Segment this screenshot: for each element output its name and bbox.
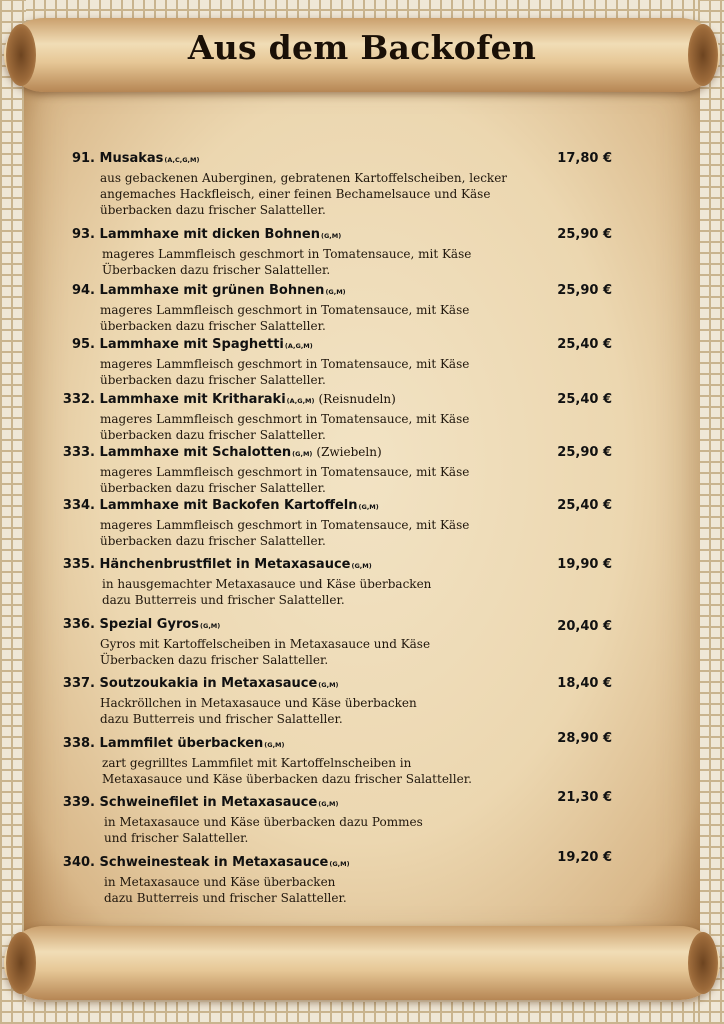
- dish-number: 335.: [62, 557, 95, 572]
- dish-number: 332.: [62, 392, 95, 407]
- dish-description: in Metaxasauce und Käse überbacken dazu Pommes und frischer Salatteller.: [104, 815, 423, 845]
- dish-heading: [0, 617, 540, 632]
- dish-name: Lammfilet überbacken: [99, 736, 264, 751]
- dish-heading: [0, 676, 540, 691]
- dish-price: 28,90 €: [557, 731, 612, 746]
- dish-price: 25,40 €: [557, 392, 612, 407]
- dish-number: 338.: [62, 736, 95, 751]
- dish-description: mageres Lammfleisch geschmort in Tomatensauce, mit Käse überbacken dazu frischer Salatteller.: [100, 518, 470, 548]
- allergen-codes: (G,M): [318, 800, 339, 808]
- dish-name: Lammhaxe mit dicken Bohnen: [99, 227, 320, 242]
- dish-name: Lammhaxe mit Schalotten: [99, 445, 292, 460]
- dish-heading: [0, 227, 540, 242]
- dish-name: Lammhaxe mit Backofen Kartoffeln: [99, 498, 358, 513]
- allergen-codes: (G,M): [292, 450, 313, 458]
- page-title: Aus dem Backofen: [187, 28, 537, 67]
- allergen-codes: (A,G,M): [284, 342, 313, 350]
- dish-number: 339.: [62, 795, 95, 810]
- dish-name: Musakas: [99, 151, 164, 166]
- dish-note: (Reisnudeln): [318, 392, 396, 406]
- dish-description: in hausgemachter Metaxasauce und Käse überbacken dazu Butterreis und frischer Salatteller.: [102, 577, 432, 607]
- dish-heading: [0, 392, 540, 407]
- dish-description: zart gegrilltes Lammfilet mit Kartoffelnscheiben in Metaxasauce und Käse überbacken dazu frischer Salatteller.: [102, 756, 472, 786]
- dish-number: 91.: [71, 151, 95, 166]
- allergen-codes: (G,M): [329, 860, 350, 868]
- dish-heading: [0, 557, 540, 572]
- dish-description: mageres Lammfleisch geschmort in Tomatensauce, mit Käse überbacken dazu frischer Salatteller.: [100, 303, 470, 333]
- dish-heading: [0, 498, 540, 513]
- dish-name: Lammhaxe mit grünen Bohnen: [99, 283, 325, 298]
- allergen-codes: (G,M): [264, 741, 285, 749]
- dish-price: 17,80 €: [557, 151, 612, 166]
- dish-price: 21,30 €: [557, 790, 612, 805]
- dish-heading: [0, 855, 540, 870]
- dish-heading: [0, 337, 540, 352]
- dish-price: 25,90 €: [557, 445, 612, 460]
- dish-number: 336.: [62, 617, 95, 632]
- allergen-codes: (G,M): [318, 681, 339, 689]
- dish-number: 340.: [62, 855, 95, 870]
- dish-number: 334.: [62, 498, 95, 513]
- dish-note: (Zwiebeln): [316, 445, 382, 459]
- dish-price: 19,20 €: [557, 850, 612, 865]
- dish-number: 337.: [62, 676, 95, 691]
- dish-price: 18,40 €: [557, 676, 612, 691]
- dish-number: 333.: [62, 445, 95, 460]
- dish-description: mageres Lammfleisch geschmort in Tomatensauce, mit Käse überbacken dazu frischer Salatteller.: [100, 357, 470, 387]
- allergen-codes: (G,M): [325, 288, 346, 296]
- allergen-codes: (G,M): [351, 562, 372, 570]
- dish-name: Spezial Gyros: [99, 617, 200, 632]
- dish-description: mageres Lammfleisch geschmort in Tomatensauce, mit Käse überbacken dazu frischer Salatteller.: [100, 465, 470, 495]
- dish-name: Schweinesteak in Metaxasauce: [99, 855, 329, 870]
- allergen-codes: (A,C,G,M): [164, 156, 200, 164]
- allergen-codes: (G,M): [200, 622, 221, 630]
- allergen-codes: (G,M): [358, 503, 379, 511]
- dish-description: Gyros mit Kartoffelscheiben in Metaxasauce und Käse Überbacken dazu frischer Salatteller.: [100, 637, 431, 667]
- allergen-codes: (A,G,M): [286, 397, 315, 405]
- dish-heading: [0, 151, 540, 166]
- dish-description: aus gebackenen Auberginen, gebratenen Kartoffelscheiben, lecker angemaches Hackfleisch, einer feinen Bechamelsauce und Käse überbacken dazu frischer Salatteller.: [100, 171, 508, 217]
- dish-heading: [0, 795, 540, 810]
- dish-number: 93.: [71, 227, 95, 242]
- dish-description: Hackröllchen in Metaxasauce und Käse überbacken dazu Butterreis und frischer Salatteller.: [100, 696, 417, 726]
- dish-heading: [0, 736, 540, 751]
- dish-price: 25,40 €: [557, 337, 612, 352]
- allergen-codes: (G,M): [320, 232, 342, 240]
- dish-description: mageres Lammfleisch geschmort in Tomatensauce, mit Käse Überbacken dazu frischer Salatteller.: [102, 247, 472, 277]
- dish-name: Hänchenbrustfilet in Metaxasauce: [99, 557, 351, 572]
- dish-name: Soutzoukakia in Metaxasauce: [99, 676, 318, 691]
- dish-name: Lammhaxe mit Spaghetti: [99, 337, 284, 352]
- dish-name: Schweinefilet in Metaxasauce: [99, 795, 318, 810]
- dish-name: Lammhaxe mit Kritharaki: [99, 392, 286, 407]
- dish-price: 25,90 €: [557, 227, 612, 242]
- dish-number: 94.: [71, 283, 95, 298]
- dish-description: mageres Lammfleisch geschmort in Tomatensauce, mit Käse überbacken dazu frischer Salatteller.: [100, 412, 470, 442]
- dish-number: 95.: [71, 337, 95, 352]
- dish-description: in Metaxasauce und Käse überbacken dazu Butterreis und frischer Salatteller.: [104, 875, 347, 905]
- dish-price: 25,40 €: [557, 498, 612, 513]
- dish-heading: [0, 283, 540, 298]
- dish-price: 20,40 €: [557, 619, 612, 634]
- dish-price: 19,90 €: [557, 557, 612, 572]
- dish-price: 25,90 €: [557, 283, 612, 298]
- dish-heading: [0, 445, 540, 460]
